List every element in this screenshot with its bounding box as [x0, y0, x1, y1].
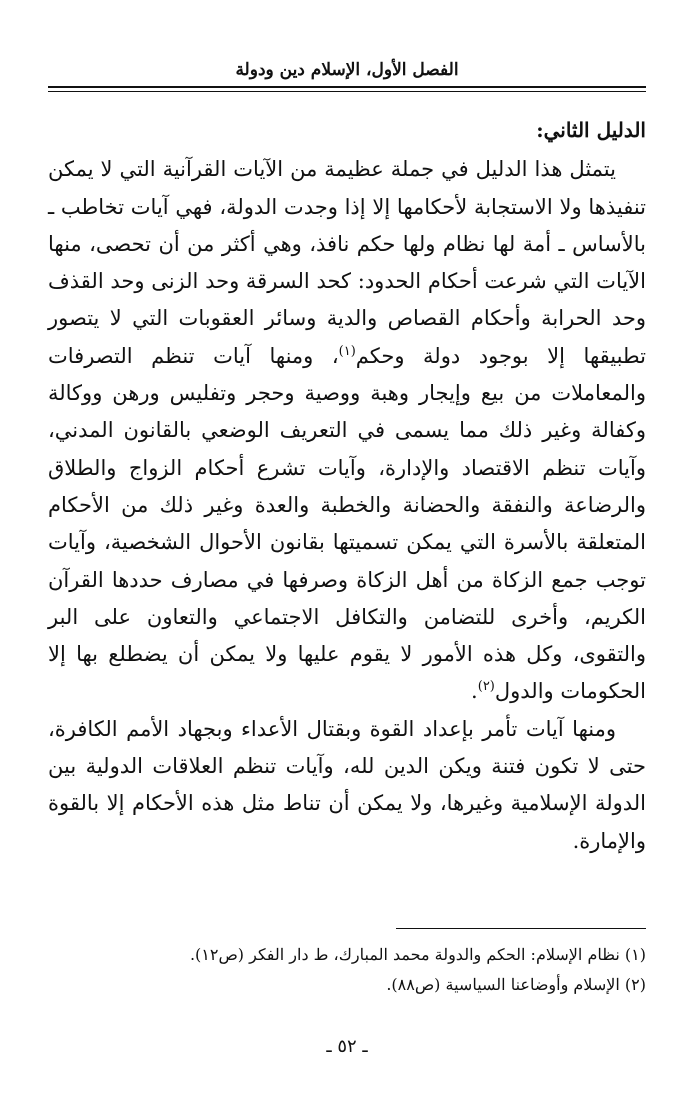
paragraph-2: ومنها آيات تأمر بإعداد القوة وبقتال الأعداء وبجهاد الأمم الكافرة، حتى لا تكون فتنة ويكن الدين لله، وآيات تنظم العلاقات الدولية بين الدولة الإسلامية وغيرها، ولا يمكن أن تناط مثل هذه الأحكام إلا بالقوة والإمارة. [48, 716, 647, 853]
paragraph-1-text: يتمثل هذا الدليل في جملة عظيمة من الآيات القرآنية التي لا يمكن تنفيذها ولا الاستجابة لأحكامها إلا إذا وجدت الدولة، فهي آيات تخاطب ـ بالأساس ـ أمة لها نظام ولها حكم نافذ، وهي أكثر من أن تحصى، منها الآيات التي شرعت أحكام الحدود: كحد السرقة وحد الزنى وحد القذف وحد الحرابة وأحكام القصاص والدية وسائر العقوبات التي لا يتصور تطبيقها إلا بوجود دولة وحكم [48, 157, 646, 368]
footnotes [48, 940, 646, 1000]
header-rule-thick [48, 86, 646, 88]
paragraph-1 [48, 151, 646, 710]
main-text [48, 112, 646, 860]
paragraph-1-end: . [471, 679, 478, 704]
running-header: الفصل الأول، الإسلام دين ودولة [235, 60, 459, 80]
section-heading: الدليل الثاني: [536, 118, 646, 142]
page-number: ـ ٥٢ ـ [326, 1036, 368, 1057]
footnote-2: (٢) الإسلام وأوضاعنا السياسية (ص٨٨). [386, 975, 646, 994]
header-rule-thin [48, 91, 646, 92]
footnote-reference-1[interactable]: (١) [338, 343, 356, 359]
footnote-reference-2[interactable]: (٢) [477, 679, 495, 695]
paragraph-1-continuation: ، ومنها آيات تنظم التصرفات والمعاملات من بيع وإيجار وهبة ووصية وحجر وتفليس ورهن ووكالة وكفالة وغير ذلك مما يسمى في التعريف الوضعي بالقانون المدني، وآيات تنظم الاقتصاد والإدارة، وآيات تشرع أحكام الزواج والطلاق والرضاعة والنفقة والحضانة والخطبة والعدة وغير ذلك من الأحكام المتعلقة بالأسرة التي يمكن تسميتها بقانون الأحوال الشخصية، وآيات توجب جمع الزكاة من أهل الزكاة وصرفها في مصارف حددها القرآن الكريم، وأخرى للتضامن والتكافل الاجتماعي والتعاون على البر والتقوى، وكل هذه الأمور لا يقوم عليها ولا يمكن أن يضطلع بها إلا الحكومات والدول [48, 343, 646, 704]
footnote-1: (١) نظام الإسلام: الحكم والدولة محمد المبارك، ط دار الفكر (ص١٢). [189, 945, 646, 964]
footnote-separator [396, 928, 646, 929]
